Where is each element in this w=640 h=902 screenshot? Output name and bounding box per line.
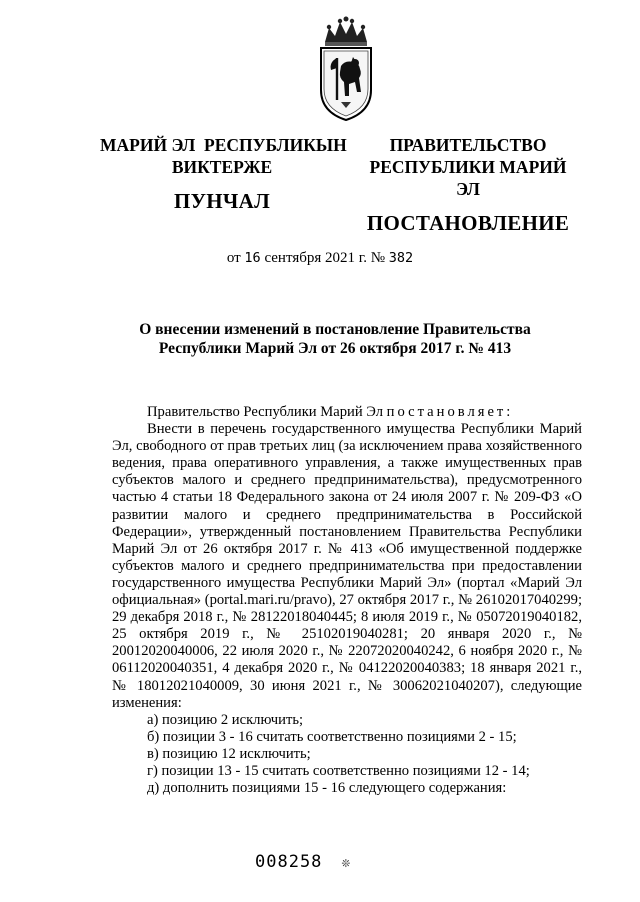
- header-right: [366, 134, 570, 234]
- document-number: 382: [388, 250, 414, 266]
- date-prefix: от: [226, 250, 241, 266]
- date-line: [0, 250, 640, 267]
- header-left-line2: ВИКТЕРЖЕ: [171, 157, 273, 177]
- title-line1: О внесении изменений в постановление Правительства: [139, 321, 531, 338]
- header-right-line1: ПРАВИТЕЛЬСТВО: [389, 135, 547, 155]
- header-left: [100, 134, 347, 213]
- list-item: г) позиции 13 - 15 считать соответственно позициями 12 - 14;: [147, 762, 530, 779]
- number-label: №: [370, 250, 386, 266]
- list-item: а) позицию 2 исключить;: [147, 711, 304, 728]
- list-item: д) дополнить позициями 15 - 16 следующего содержания:: [147, 780, 507, 797]
- ornament-icon: ❊: [341, 855, 352, 871]
- paragraph-main: Внести в перечень государственного имущества Республики Марий Эл, свободного от прав третьих лиц (за исключением права хозяйственного ведения, права оперативного управления, а также имущественных прав субъектов малого и среднего предпринимательства), предусмотренного частью 4 статьи 18 Федерального закона от 24 июля 2007 г. № 209-ФЗ «О развитии малого и среднего предпринимательства в Российской Федерации», утвержденный постановлением Правительства Республики Марий Эл от 26 октября 2017 г. № 413 «Об имущественной поддержке субъектов малого и среднего предпринимательства при предоставлении государственного имущества Республики Марий Эл» (портал «Марий Эл официальная» (portal.mari.ru/pravo), 27 октября 2017 г., № 26102017040299; 29 декабря 2018 г., № 28122018040445; 8 июля 2019 г., № 05072019040182, 25 октября 2019 г., № 25102019040281; 20 января 2020 г., № 20012020040006, 22 июля 2020 г., № 22072020040242, 6 ноября 2020 г., № 06112020040351, 4 декабря 2020 г., № 04122020040383; 18 января 2021 г., № 18012021040009, 30 июня 2021 г., № 30062021040207), следующие изменения:: [112, 421, 582, 711]
- resolves-prefix: Правительство Республики Марий Эл: [147, 404, 384, 420]
- list-item: в) позицию 12 исключить;: [147, 745, 311, 762]
- title-line2: Республики Марий Эл от 26 октября 2017 г. № 413: [158, 340, 512, 357]
- header-right-line2: РЕСПУБЛИКИ МАРИЙ ЭЛ: [369, 157, 567, 199]
- resolves-line: [112, 404, 582, 421]
- date-month-year: сентября 2021 г.: [264, 250, 367, 266]
- date-day: 16: [244, 250, 261, 266]
- resolves-word: постановляет:: [386, 404, 514, 420]
- serial-number: 008258: [255, 852, 323, 872]
- header-left-line1: МАРИЙ ЭЛ РЕСПУБЛИКЫН: [100, 135, 347, 155]
- header-right-doc-type: ПОСТАНОВЛЕНИЕ: [366, 211, 570, 235]
- footer-serial: [255, 852, 351, 872]
- header-left-doc-type: ПУНЧАЛ: [173, 189, 271, 213]
- document-title: [120, 320, 550, 358]
- document-body: [112, 404, 582, 797]
- mari-el-coat-of-arms-icon: [315, 16, 377, 122]
- list-item: б) позиции 3 - 16 считать соответственно позициями 2 - 15;: [147, 728, 517, 745]
